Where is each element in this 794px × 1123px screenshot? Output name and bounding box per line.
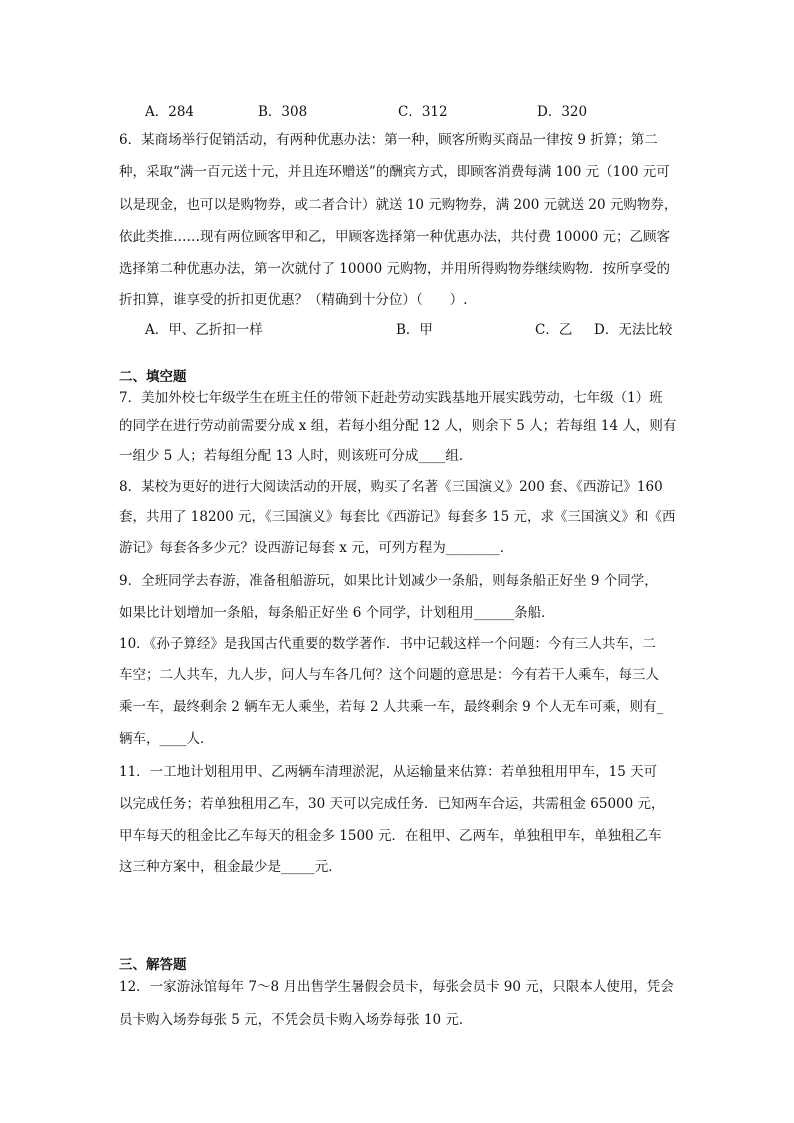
q10-line-1: 10．《孙子算经》是我国古代重要的数学著作．书中记载这样一个问题：今有三人共车，二 [119, 636, 656, 652]
q5-option-c: C．312 [398, 104, 448, 120]
q6-option-d: D．无法比较 [594, 322, 673, 338]
q9-line-2: 如果比计划增加一条船，每条船正好坐 6 个同学，计划租用______条船． [119, 605, 555, 621]
q6-line-4: 依此类推……现有两位顾客甲和乙，甲顾客选择第一种优惠办法，共付费 10000 元；乙顾客 [119, 229, 671, 245]
q9-line-1: 9．全班同学去春游，准备租船游玩，如果比计划减少一条船，则每条船正好坐 9 个同学， [119, 573, 658, 589]
q10-line-3: 乘一车，最终剩余 2 辆车无人乘坐，若每 2 人共乘一车，最终剩余 9 个人无车可乘，则有_ [119, 699, 664, 715]
q6-line-1: 6．某商场举行促销活动，有两种优惠办法：第一种，顾客所购买商品一律按 9 折算；第二 [119, 132, 658, 148]
q6-line-6: 折扣算，谁享受的折扣更优惠？（精确到十分位）（ ）. [119, 292, 468, 308]
q5-option-d: D．320 [537, 104, 588, 120]
q5-option-a: A．284 [145, 104, 195, 120]
q12-line-2: 员卡购入场券每张 5 元，不凭会员卡购入场券每张 10 元． [119, 1012, 473, 1028]
q8-line-1: 8．某校为更好的进行大阅读活动的开展，购买了名著《三国演义》200 套、《西游记》160 [119, 479, 663, 495]
section-heading-fill-in: 二、填空题 [119, 369, 187, 385]
q10-line-4: 辆车，____人． [119, 731, 214, 747]
q8-line-2: 套，共用了 18200 元，《三国演义》每套比《西游记》每套多 15 元，求《三国演义》和《西 [119, 509, 676, 525]
q6-option-c: C．乙 [535, 322, 573, 338]
q6-line-2: 种，采取“满一百元送十元，并且连环赠送”的酬宾方式，即顾客消费每满 100 元（100 元可 [119, 164, 670, 180]
q12-line-1: 12．一家游泳馆每年 7～8 月出售学生暑假会员卡，每张会员卡 90 元，只限本人使用，凭会 [119, 979, 674, 995]
section-heading-answer: 三、解答题 [119, 957, 187, 973]
q11-line-1: 11．一工地计划租用甲、乙两辆车清理淤泥，从运输量来估算：若单独租用甲车，15 天可 [119, 764, 658, 780]
q7-line-2: 的同学在进行劳动前需要分成 x 组，若每小组分配 12 人，则余下 5 人；若每组 14 人，则有 [119, 418, 677, 434]
q7-line-3: 一组少 5 人；若每组分配 13 人时，则该班可分成____组． [119, 448, 473, 464]
q6-option-b: B．甲 [396, 322, 433, 338]
q11-line-2: 以完成任务；若单独租用乙车，30 天可以完成任务．已知两车合运，共需租金 65000 元， [119, 796, 665, 812]
q5-option-b: B．308 [258, 104, 308, 120]
q8-line-3: 游记》每套各多少元？设西游记每套 x 元，可列方程为________． [119, 540, 514, 556]
q11-line-4: 这三种方案中，租金最少是_____元． [119, 859, 342, 875]
q7-line-1: 7．美加外校七年级学生在班主任的带领下赶赴劳动实践基地开展实践劳动，七年级（1）班 [119, 390, 663, 406]
q10-line-2: 车空；二人共车，九人步，问人与车各几何？这个问题的意思是：今有若干人乘车，每三人 [119, 667, 659, 683]
q6-option-a: A．甲、乙折扣一样 [145, 322, 263, 338]
q11-line-3: 甲车每天的租金比乙车每天的租金多 1500 元．在租甲、乙两车，单独租甲车，单独租乙车 [119, 828, 662, 844]
q6-line-3: 以是现金，也可以是购物券，或二者合计）就送 10 元购物券，满 200 元就送 20 元购物券， [119, 197, 678, 213]
q6-line-5: 选择第二种优惠办法，第一次就付了 10000 元购物，并用所得购物券继续购物．按所享受的 [119, 261, 671, 277]
